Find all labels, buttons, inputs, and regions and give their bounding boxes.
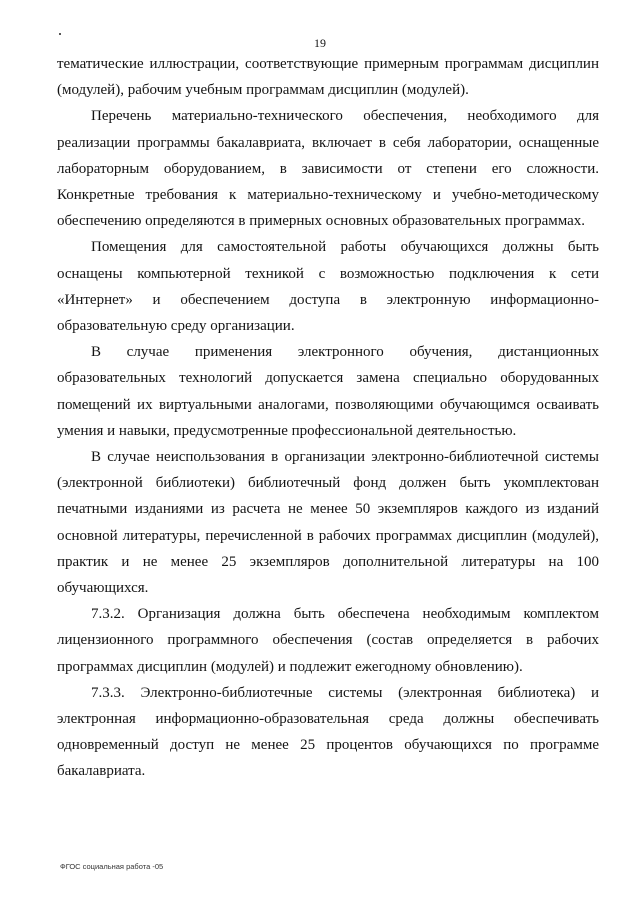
paragraph-7-3-3: 7.3.3. Электронно-библиотечные системы (электронная библиотека) и электронная информационно-образовательная среда должны обеспечивать одновременный доступ не менее 25 процентов обучающихся по программе бакалавриата.: [57, 684, 599, 780]
paragraph-illustrations: тематические иллюстрации, соответствующие примерным программам дисциплин (модулей), рабочим учебным программам дисциплин (модулей).: [57, 56, 599, 99]
paragraph-self-study-rooms: Помещения для самостоятельной работы обучающихся должны быть оснащены компьютерной техникой с возможностью подключения к сети «Интернет» и обеспечением доступа в электронную информационно-образовательную среду организации.: [57, 239, 599, 335]
page-number: 19: [314, 36, 326, 50]
paragraph-material-support: Перечень материально-технического обеспечения, необходимого для реализации программы бакалавриата, включает в себя лаборатории, оснащенные лабораторным оборудованием, в зависимости от степени его сложности. Конкретные требования к материально-техническому и учебно-методическому обеспечению определяются в примерных основных образовательных программах.: [57, 108, 599, 230]
document-body: [57, 51, 599, 785]
page-footer: ФГОС социальная работа -05: [60, 862, 164, 871]
paragraph-e-learning: В случае применения электронного обучения, дистанционных образовательных технологий допускается замена специально оборудованных помещений их виртуальными аналогами, позволяющими обучающимся осваивать умения и навыки, предусмотренные профессиональной деятельностью.: [57, 344, 599, 439]
scan-speck: [59, 33, 61, 35]
paragraph-library-fund: В случае неиспользования в организации электронно-библиотечной системы (электронной библиотеки) библиотечный фонд должен быть укомплектован печатными изданиями из расчета не менее 50 экземпляров каждого из изданий основной литературы, перечисленной в рабочих программах дисциплин (модулей), практик и не менее 25 экземпляров дополнительной литературы на 100 обучающихся.: [57, 449, 599, 597]
paragraph-7-3-2: 7.3.2. Организация должна быть обеспечена необходимым комплектом лицензионного программного обеспечения (состав определяется в рабочих программах дисциплин (модулей) и подлежит ежегодному обновлению).: [57, 606, 599, 675]
